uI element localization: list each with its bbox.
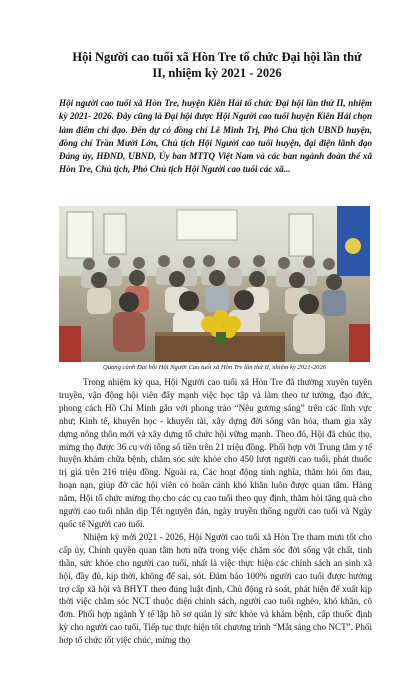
article-title: Hội Người cao tuổi xã Hòn Tre tổ chức Đại hội lần thứ II, nhiệm kỳ 2021 - 2026 bbox=[72, 50, 362, 80]
article-lead: Hội người cao tuổi xã Hòn Tre, huyện Kiên Hải tổ chức Đại hội lần thứ II, nhiệm kỳ 2021- 2026. Đây cũng là Đại hội được Hội Người cao tuổi huyện Kiên Hải chọn làm điểm chỉ đạo. Đến dự có đồng chí Lê Minh Trị, Phó Chủ tịch UBND huyện, đồng chí Trần Mười Lớn, Chủ tịch Hội Người cao tuổi huyện, đại diện lãnh đạo Đảng ủy, HĐND, UBND, Ủy ban MTTQ Việt Nam và các ban ngành đoàn thể xã Hòn Tre, Chủ tịch, Phó Chủ tịch Hội Người cao tuổi các xã... bbox=[59, 98, 372, 175]
body-paragraph: Trong nhiệm kỳ qua, Hội Người cao tuổi xã Hòn Tre đã thường xuyên tuyên truyền, vận động hội viên đẩy mạnh việc học tập và làm theo tư tưởng, đạo đức, phong cách Hồ Chí Minh gắn với phong trào “Nêu gương sáng” trên các lĩnh vực như; Kinh tế, khuyến học - khuyến tài, xây dựng đời sống văn hóa, tham gia xây dựng nông thôn mới và xây dựng tổ chức hội vững mạnh. Theo đó, Hội đã chúc thọ, mừng thọ được 36 cụ với tổng số tiền trên 21 triệu đồng. Phối hợp với Trung tâm y tế huyện khám chữa bệnh, chăm sóc sức khỏe cho 450 lượt người cao tuổi, phát thuốc trị giá trên 216 triệu đồng. Ngoài ra, Các hoạt động tình nghĩa, thăm hỏi ốm đau, hoạn nạn, giúp đỡ các hội viên có hoàn cảnh khó khăn luôn được quan tâm. Hàng năm, Hội tổ chức mừng thọ cho các cụ cao tuổi theo quy định, thăm hỏi tặng quà cho người cao tuổi nhân dịp Tết nguyên đán, ngày truyền thống người cao tuổi và Ngày quốc tế Người cao tuổi. bbox=[59, 377, 372, 529]
meeting-photo-illustration bbox=[59, 206, 370, 362]
photo-caption: Quang cảnh Đại hội Hội Người Cao tuổi xã Hòn Tre lần thứ II, nhiệm kỳ 2021-2026 bbox=[102, 364, 327, 371]
body-paragraph: Nhiệm kỳ mới 2021 - 2026, Hội Người cao tuổi xã Hòn Tre tham mưu tốt cho cấp ủy, Chính quyền quan tâm hơn nữa trong việc chăm sóc đời sống vật chất, tinh thần, sức khỏe cho người cao tuổi, nhất là việc thực hiện các chính sách an sinh xã hội, đầy đủ, kịp thời, không để sai, sót. Đảm bảo 100% người cao tuổi được hưởng trợ cấp xã hội và BHYT theo đúng luật định, Chủ động rà soát, phát hiện để xuất kịp thời việc chăm sóc NCT thuộc diện chính sách, người cao tuổi nghèo, khó khăn, cô đơn. Phối hợp ngành Y tế lập hồ sơ quản lý sức khỏe và khám bệnh, cấp thuốc định kỳ cho người cao tuổi, Tiếp tục thực hiện tốt chương trình “Mắt sáng cho NCT”. Phối hợp tổ chức tốt việc chúc, mừng thọ bbox=[59, 531, 372, 646]
meeting-photo bbox=[59, 206, 370, 362]
article-body bbox=[59, 376, 372, 647]
